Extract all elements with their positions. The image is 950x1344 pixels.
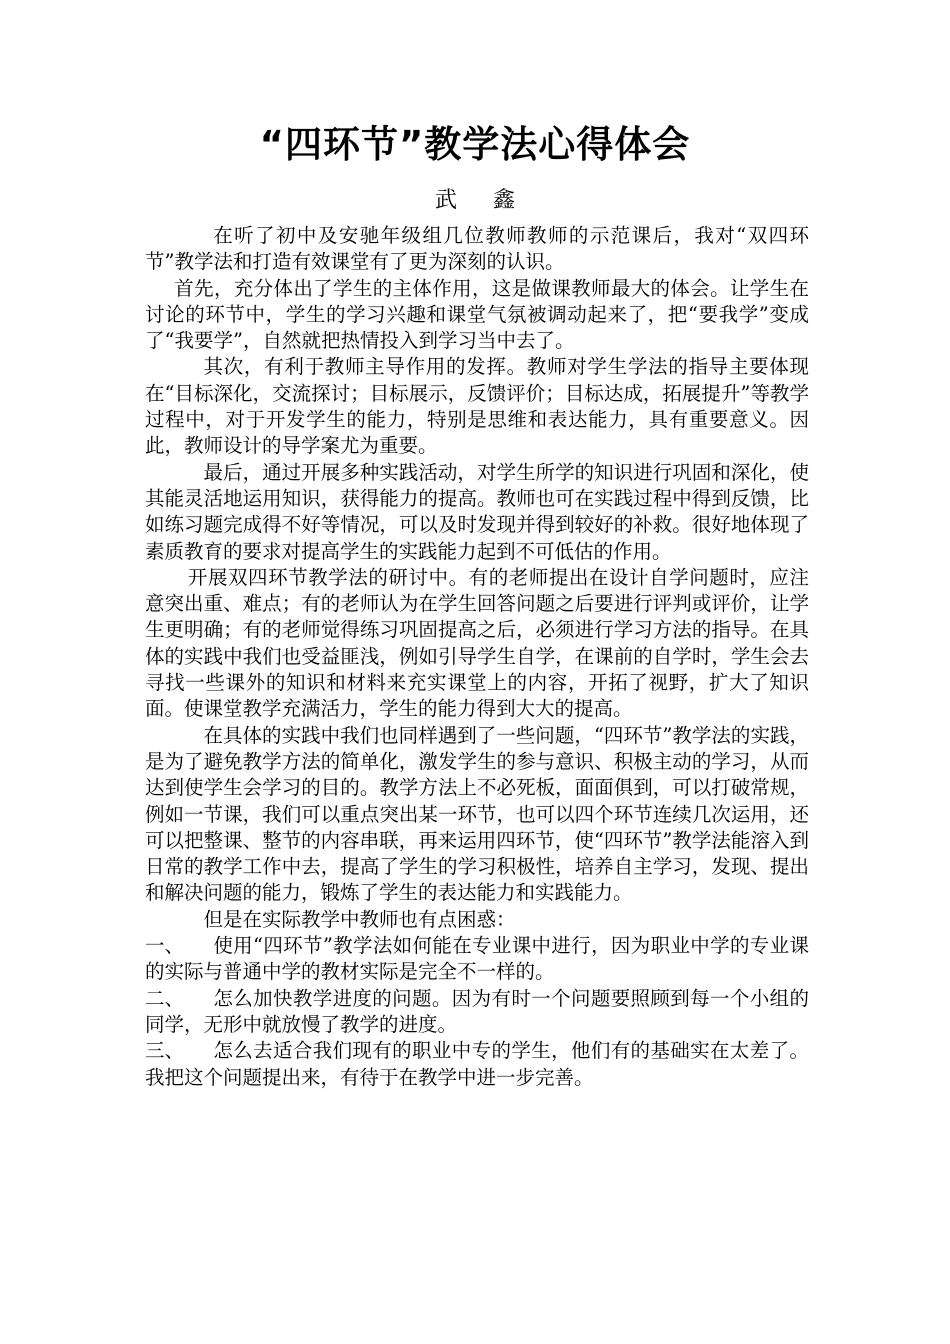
list-item [145, 986, 809, 1039]
paragraph: 在具体的实践中我们也同样遇到了一些问题，“四环节”教学法的实践，是为了避免教学方法的简单化，激发学生的参与意识、积极主动的学习，从而达到使学生会学习的目的。教学方法上不必死板，面面俱到，可以打破常规，例如一节课，我们可以重点突出某一环节，也可以四个环节连续几次运用，还可以把整课、整节的内容串联，再来运用四环节，使“四环节”教学法能溶入到日常的教学工作中去，提高了学生的学习积极性，培养自主学习，发现、提出和解决问题的能力，锻炼了学生的表达能力和实践能力。 [145, 723, 809, 905]
list-marker: 一、 [145, 934, 185, 958]
paragraph: 其次，有利于教师主导作用的发挥。教师对学生学法的指导主要体现在“目标深化，交流探讨；目标展示，反馈评价；目标达成，拓展提升”等教学过程中，对于开发学生的能力，特别是思维和表达能力，具有重要意义。因此，教师设计的导学案尤为重要。 [145, 355, 809, 458]
paragraph: 在听了初中及安驰年级组几位教师教师的示范课后，我对“双四环节”教学法和打造有效课堂有了更为深刻的认识。 [145, 224, 809, 274]
document-title: “四环节”教学法心得体会 [259, 123, 691, 166]
paragraph: 开展双四环节教学法的研讨中。有的老师提出在设计自学问题时，应注意突出重、难点；有的老师认为在学生回答问题之后要进行评判或评价，让学生更明确；有的老师觉得练习巩固提高之后，必须进行学习方法的指导。在具体的实践中我们也受益匪浅，例如引导学生自学，在课前的自学时，学生会去寻找一些课外的知识和材料来充实课堂上的内容，开拓了视野，扩大了知识面。使课堂教学充满活力，学生的能力得到大大的提高。 [145, 565, 809, 721]
list-marker: 二、 [145, 986, 185, 1010]
list-item [145, 933, 809, 986]
paragraph: 但是在实际教学中教师也有点困惑： [203, 907, 516, 931]
list-item-text: 怎么去适合我们现有的职业中专的学生，他们有的基础实在太差了。我把这个问题提出来，有待于在教学中进一步完善。 [145, 1039, 809, 1089]
paragraph: 最后，通过开展多种实践活动，对学生所学的知识进行巩固和深化，使其能灵活地运用知识，获得能力的提高。教师也可在实践过程中得到反馈，比如练习题完成得不好等情况，可以及时发现并得到较好的补救。很好地体现了素质教育的要求对提高学生的实践能力起到不可低估的作用。 [145, 460, 809, 563]
list-item-text: 怎么加快教学进度的问题。因为有时一个问题要照顾到每一个小组的同学，无形中就放慢了教学的进度。 [145, 986, 809, 1036]
document-author: 武鑫 [434, 188, 551, 213]
list-marker: 三、 [145, 1039, 185, 1063]
list-item-text: 使用“四环节”教学法如何能在专业课中进行，因为职业中学的专业课的实际与普通中学的教材实际是完全不一样的。 [145, 934, 809, 984]
document-body [145, 223, 809, 1091]
paragraph: 首先，充分体出了学生的主体作用，这是做课教师最大的体会。让学生在讨论的环节中，学生的学习兴趣和课堂气氛被调动起来了，把“要我学”变成了“我要学”，自然就把热情投入到学习当中去了。 [145, 276, 809, 353]
list-item [145, 1038, 809, 1091]
